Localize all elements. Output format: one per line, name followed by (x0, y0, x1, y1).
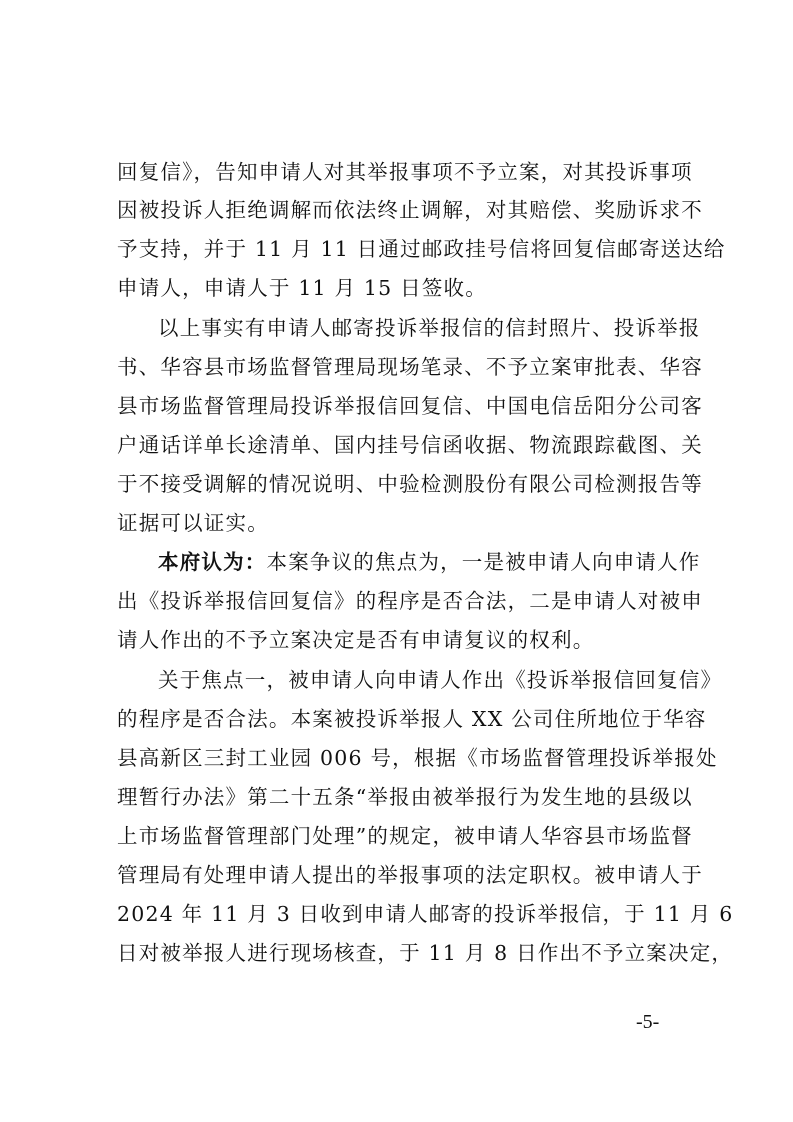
paragraph-line (158, 550, 701, 574)
paragraph-line: 回复信》，告知申请人对其举报事项不予立案，对其投诉事项 (117, 160, 693, 184)
page-number: -5- (636, 1011, 660, 1033)
paragraph-line: 于不接受调解的情况说明、中验检测股份有限公司检测报告等 (117, 472, 703, 496)
paragraph-line: 上市场监督管理部门处理”的规定，被申请人华容县市场监督 (117, 824, 693, 848)
paragraph-line: 出《投诉举报信回复信》的程序是否合法，二是申请人对被申 (117, 589, 703, 613)
paragraph-line: 书、华容县市场监督管理局现场笔录、不予立案审批表、华容 (117, 355, 703, 379)
paragraph-line: 2024 年 11 月 3 日收到申请人邮寄的投诉举报信，于 11 月 6 (117, 902, 734, 926)
paragraph-line: 县高新区三封工业园 006 号，根据《市场监督管理投诉举报处 (117, 746, 718, 770)
paragraph-line: 管理局有处理申请人提出的举报事项的法定职权。被申请人于 (117, 863, 703, 887)
paragraph-line: 因被投诉人拒绝调解而依法终止调解，对其赔偿、奖励诉求不 (117, 198, 703, 222)
paragraph-line: 理暂行办法》第二十五条“举报由被举报行为发生地的县级以 (117, 785, 693, 809)
paragraph-text: 本案争议的焦点为，一是被申请人向申请人作 (266, 550, 701, 574)
paragraph-line: 户通话详单长途清单、国内挂号信函收据、物流跟踪截图、关 (117, 433, 703, 457)
paragraph-line: 申请人，申请人于 11 月 15 日签收。 (117, 276, 487, 300)
paragraph-line: 的程序是否合法。本案被投诉举报人 XX 公司住所地位于华容 (117, 707, 707, 731)
paragraph-line: 证据可以证实。 (117, 511, 269, 535)
paragraph-line: 关于焦点一，被申请人向申请人作出《投诉举报信回复信》 (158, 668, 723, 692)
bold-lead: 本府认为： (158, 550, 267, 574)
paragraph-line: 请人作出的不予立案决定是否有申请复议的权利。 (117, 628, 595, 652)
paragraph-line: 县市场监督管理局投诉举报信回复信、中国电信岳阳分公司客 (117, 394, 703, 418)
paragraph-line: 以上事实有申请人邮寄投诉举报信的信封照片、投诉举报 (158, 316, 701, 340)
paragraph-line: 日对被举报人进行现场核查，于 11 月 8 日作出不予立案决定， (117, 941, 734, 965)
paragraph-line: 予支持，并于 11 月 11 日通过邮政挂号信将回复信邮寄送达给 (117, 237, 726, 261)
